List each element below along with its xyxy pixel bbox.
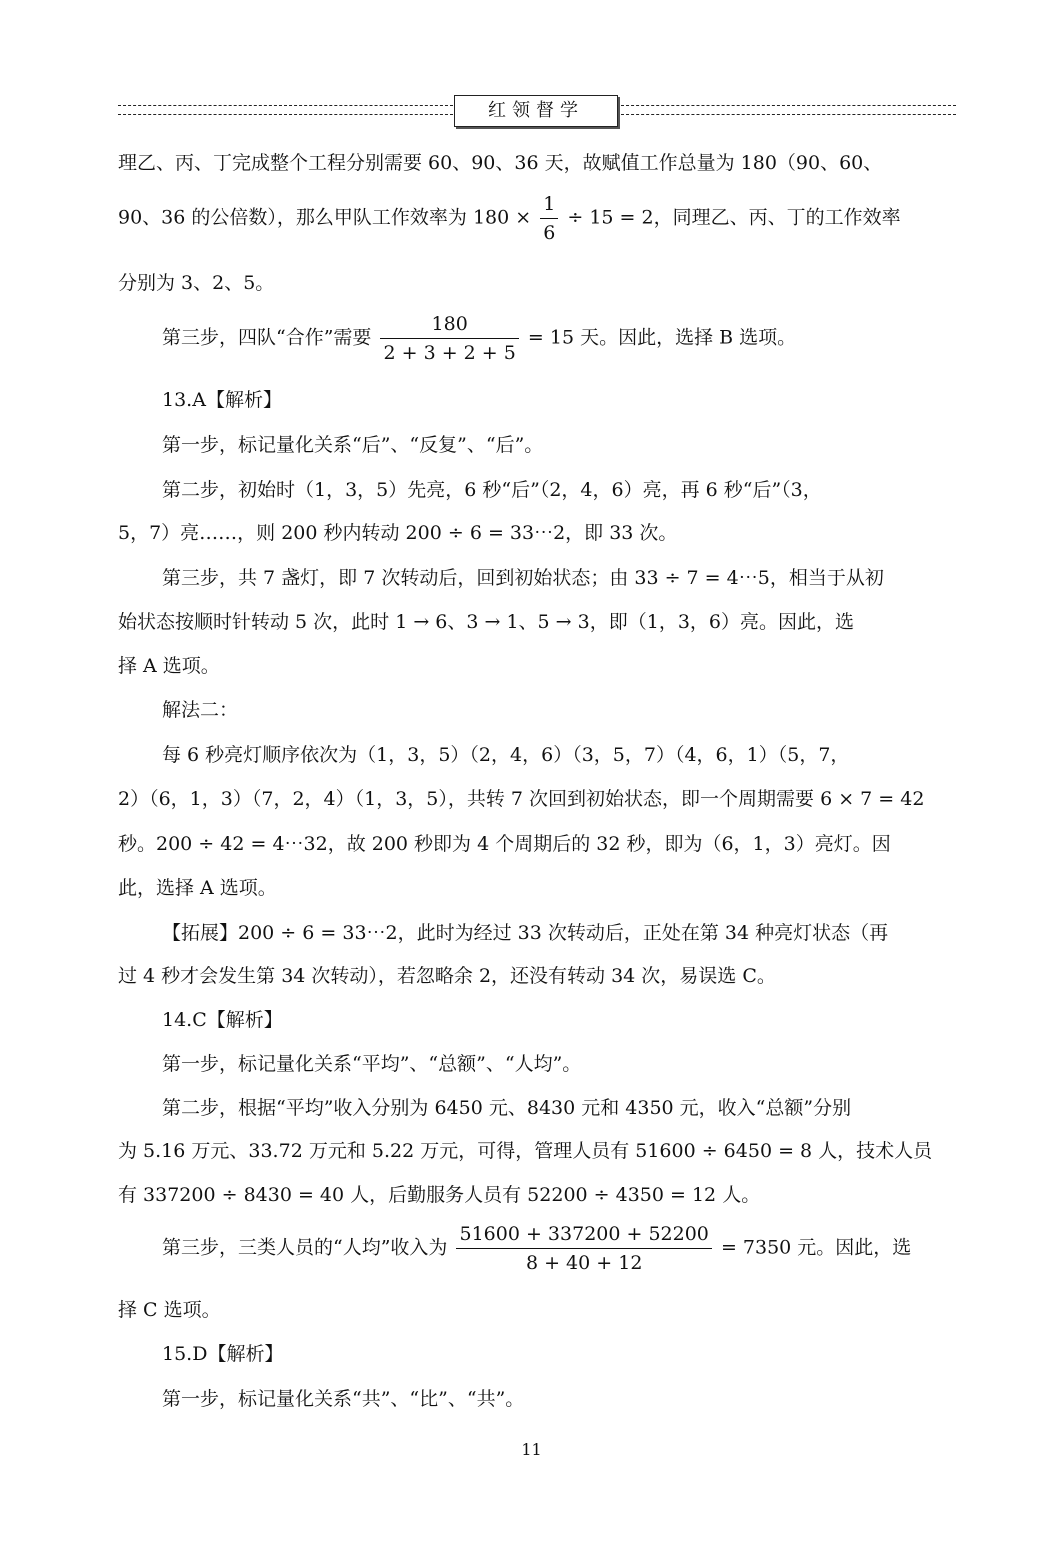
- fraction-numerator: 1: [540, 190, 558, 219]
- header-title-badge: 红领督学: [454, 95, 618, 127]
- text-segment: 第三步，四队“合作”需要: [162, 326, 372, 349]
- section-heading: 15.D【解析】: [162, 1343, 284, 1365]
- text-line: 理乙、丙、丁完成整个工程分别需要 60、90、36 天，故赋值工作总量为 180（90、60、: [118, 152, 883, 174]
- text-line: 【拓展】200 ÷ 6 = 33⋯2，此时为经过 33 次转动后，正处在第 34 种亮灯状态（再: [162, 922, 889, 944]
- math-expression: 180 ×: [472, 206, 532, 229]
- text-line: 择 C 选项。: [118, 1299, 221, 1321]
- text-line: 第二步，初始时（1，3，5）先亮，6 秒“后”（2，4，6）亮，再 6 秒“后”（3，: [162, 479, 822, 501]
- text-line: 第三步，共 7 盏灯，即 7 次转动后，回到初始状态；由 33 ÷ 7 = 4⋯5，相当于从初: [162, 567, 884, 589]
- section-heading: 13.A【解析】: [162, 389, 282, 411]
- text-line: 第一步，标记量化关系“后”、“反复”、“后”。: [162, 434, 544, 456]
- text-line: 始状态按顺时针转动 5 次，此时 1 → 6、3 → 1、5 → 3，即（1，3，6）亮。因此，选: [118, 611, 855, 633]
- text-line: 第一步，标记量化关系“平均”、“总额”、“人均”。: [162, 1053, 582, 1075]
- page-header: [118, 95, 956, 127]
- fraction: [380, 310, 518, 367]
- text-line: 此，选择 A 选项。: [118, 877, 277, 899]
- header-dashed-rule-left: [118, 105, 453, 115]
- text-line-with-fraction: [162, 310, 796, 367]
- text-segment: = 15 天。因此，选择 B 选项。: [527, 326, 797, 349]
- text-line: 2）（6，1，3）（7，2，4）（1，3，5），共转 7 次回到初始状态，即一个周期需要 6 × 7 = 42: [118, 788, 925, 810]
- text-line: 第二步，根据“平均”收入分别为 6450 元、8430 元和 4350 元，收入“总额”分别: [162, 1097, 852, 1119]
- text-line: 第一步，标记量化关系“共”、“比”、“共”。: [162, 1388, 525, 1410]
- fraction: [456, 1220, 711, 1277]
- text-line: 解法二：: [162, 699, 239, 721]
- text-line: 过 4 秒才会发生第 34 次转动），若忽略余 2，还没有转动 34 次，易误选 C。: [118, 965, 776, 987]
- text-line: 每 6 秒亮灯顺序依次为（1，3，5）（2，4，6）（3，5，7）（4，6，1）（5，7，: [162, 744, 850, 766]
- text-line: 择 A 选项。: [118, 655, 220, 677]
- text-line: 5，7）亮……，则 200 秒内转动 200 ÷ 6 = 33⋯2，即 33 次。: [118, 522, 678, 544]
- text-line: 分别为 3、2、5。: [118, 272, 275, 294]
- page-number: 11: [521, 1440, 542, 1459]
- text-line-with-fraction: [118, 190, 901, 247]
- fraction-numerator: 180: [380, 310, 518, 339]
- section-heading: 14.C【解析】: [162, 1009, 283, 1031]
- text-line: 秒。200 ÷ 42 = 4⋯32，故 200 秒即为 4 个周期后的 32 秒，即为（6，1，3）亮灯。因: [118, 833, 891, 855]
- fraction-denominator: 8 + 40 + 12: [525, 1252, 643, 1274]
- fraction-denominator: 2 + 3 + 2 + 5: [383, 342, 516, 364]
- fraction: [540, 190, 558, 247]
- header-dashed-rule-right: [621, 105, 956, 115]
- text-segment: 第三步，三类人员的“人均”收入为: [162, 1236, 448, 1259]
- fraction-denominator: 6: [543, 222, 556, 244]
- text-line: 有 337200 ÷ 8430 = 40 人，后勤服务人员有 52200 ÷ 4350 = 12 人。: [118, 1184, 761, 1206]
- text-line-with-fraction: [162, 1220, 911, 1277]
- text-segment: ÷ 15 = 2，同理乙、丙、丁的工作效率: [567, 206, 901, 229]
- text-segment: 90、36 的公倍数），那么甲队工作效率为: [118, 206, 467, 229]
- fraction-numerator: 51600 + 337200 + 52200: [456, 1220, 711, 1249]
- text-line: 为 5.16 万元、33.72 万元和 5.22 万元，可得，管理人员有 51600 ÷ 6450 = 8 人，技术人员: [118, 1140, 933, 1162]
- text-segment: = 7350 元。因此，选: [720, 1236, 912, 1259]
